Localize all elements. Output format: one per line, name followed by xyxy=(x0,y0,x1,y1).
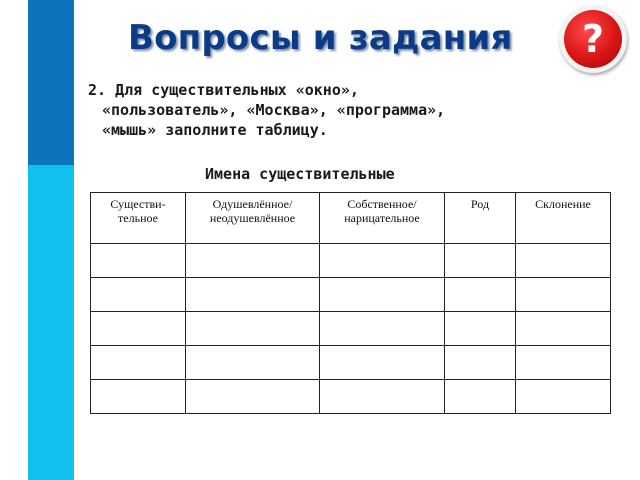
table-cell xyxy=(320,312,445,346)
table-cell xyxy=(91,312,186,346)
table-cell xyxy=(91,278,186,312)
table-cell xyxy=(320,346,445,380)
table-row xyxy=(91,244,611,278)
table-cell xyxy=(445,380,516,414)
header-line: Склонение xyxy=(535,197,591,211)
table-cell xyxy=(320,244,445,278)
table-header-row xyxy=(91,193,611,244)
table-cell xyxy=(186,312,320,346)
table-cell xyxy=(516,380,611,414)
table-row xyxy=(91,346,611,380)
noun-table xyxy=(90,192,611,414)
table-cell xyxy=(516,278,611,312)
header-gender xyxy=(445,193,516,244)
header-line: нарицательное xyxy=(344,211,420,225)
header-line: Собственное/ xyxy=(347,197,417,211)
table-cell xyxy=(91,244,186,278)
header-line: Род xyxy=(470,197,490,211)
table-cell xyxy=(186,346,320,380)
header-proper-common xyxy=(320,193,445,244)
table-cell xyxy=(445,312,516,346)
header-noun xyxy=(91,193,186,244)
header-line: неодушевлённое xyxy=(209,211,296,225)
question-line: «пользователь», «Москва», «программа», xyxy=(102,101,446,119)
question-text xyxy=(88,80,608,140)
question-line: 2. Для существительных «окно», xyxy=(88,81,359,99)
table-cell xyxy=(445,244,516,278)
question-mark-icon: ? xyxy=(564,10,622,68)
table-row xyxy=(91,278,611,312)
table-cell xyxy=(91,346,186,380)
table-cell xyxy=(516,346,611,380)
header-line: Существи- xyxy=(110,197,166,211)
table-caption: Имена существительные xyxy=(205,165,395,183)
table-cell xyxy=(186,244,320,278)
table-row xyxy=(91,380,611,414)
side-bar-light xyxy=(28,165,74,480)
table-cell xyxy=(186,380,320,414)
table-cell xyxy=(186,278,320,312)
table-cell xyxy=(445,278,516,312)
table-cell xyxy=(516,244,611,278)
table-row xyxy=(91,312,611,346)
table-cell xyxy=(516,312,611,346)
table-cell xyxy=(320,278,445,312)
header-animacy xyxy=(186,193,320,244)
side-bar-dark xyxy=(28,0,74,165)
header-declension xyxy=(516,193,611,244)
table-cell xyxy=(445,346,516,380)
table-cell xyxy=(320,380,445,414)
question-line: «мышь» заполните таблицу. xyxy=(102,121,328,139)
question-badge xyxy=(559,5,627,73)
slide-title: Вопросы и задания xyxy=(128,18,513,58)
table-cell xyxy=(91,380,186,414)
header-line: Одушевлённое/ xyxy=(212,197,293,211)
header-line: тельное xyxy=(118,211,158,225)
